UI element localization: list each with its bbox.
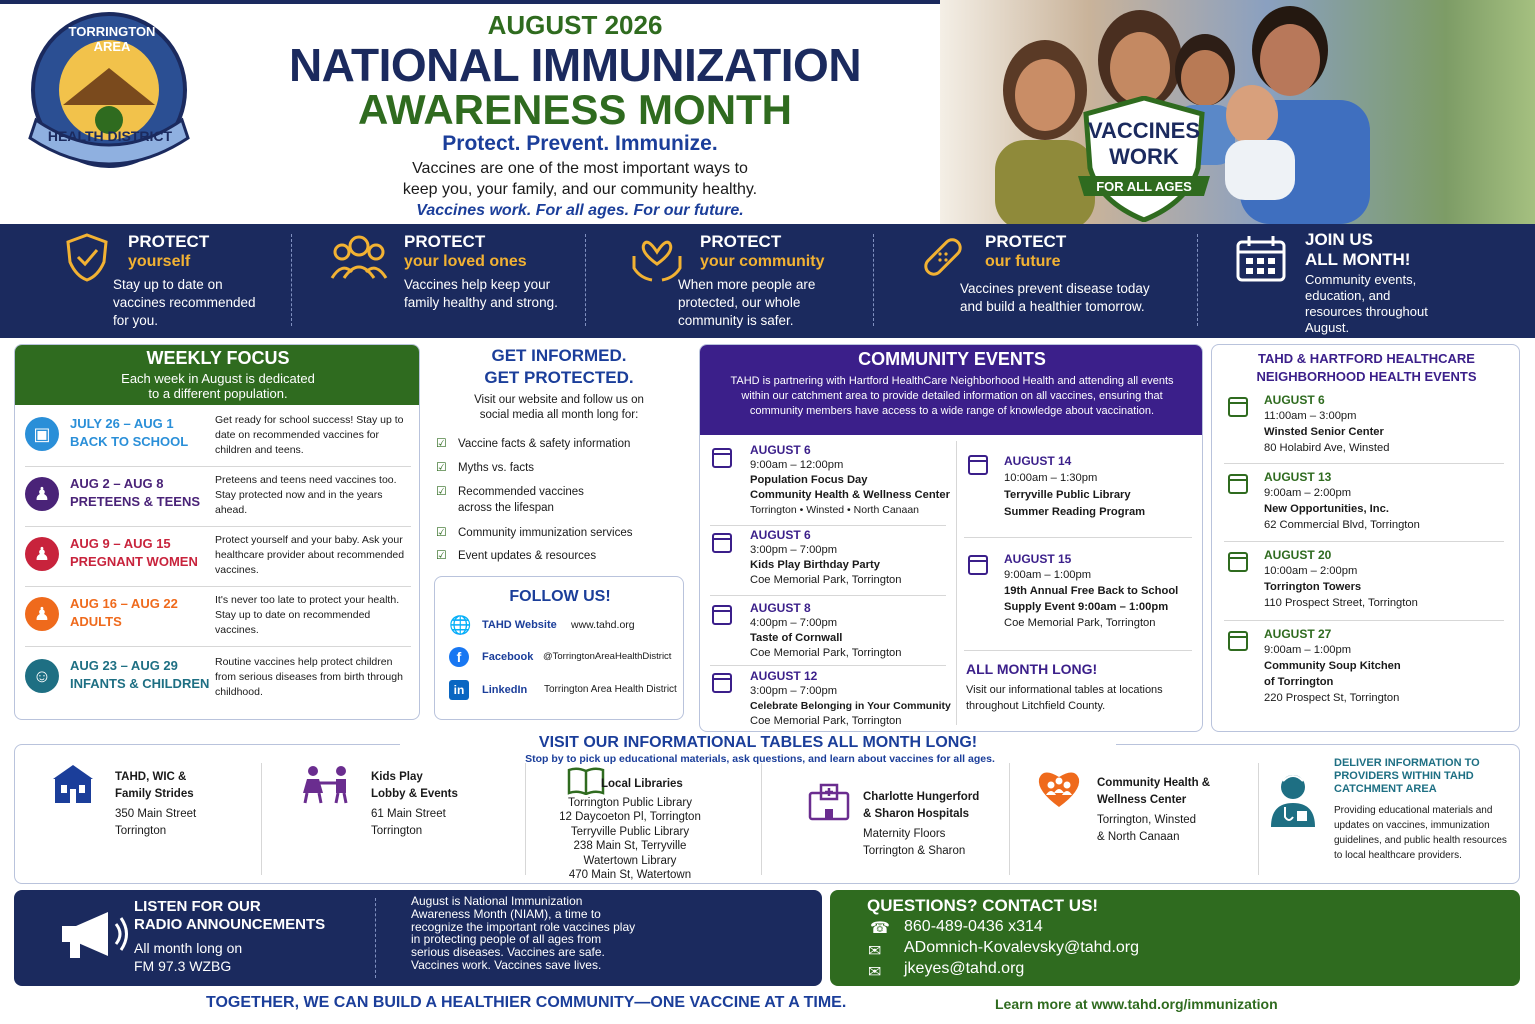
intro-emphasis: Vaccines work. For all ages. For our future. bbox=[416, 202, 744, 219]
page-title-line2: AWARENESS MONTH bbox=[357, 86, 793, 133]
event-time: 11:00am – 3:00pm bbox=[1264, 410, 1357, 422]
event-date: AUGUST 8 bbox=[750, 601, 811, 615]
protect-community bbox=[700, 232, 870, 271]
contact-title: QUESTIONS? CONTACT US! bbox=[867, 896, 1099, 915]
event-address: 110 Prospect Street, Torrington bbox=[1264, 597, 1418, 609]
contact-panel bbox=[830, 890, 1520, 986]
table-location bbox=[115, 769, 196, 840]
week-group: INFANTS & CHILDREN bbox=[70, 676, 210, 691]
informed-item: across the lifespan bbox=[458, 502, 554, 514]
all-month-title: ALL MONTH LONG! bbox=[966, 661, 1098, 677]
follow-title: FOLLOW US! bbox=[509, 588, 611, 605]
week-text: Routine vaccines help protect children from serious diseases from birth through childhood. bbox=[215, 656, 403, 698]
location-library: Watertown Library bbox=[583, 854, 677, 867]
hartford-event bbox=[1264, 469, 1509, 533]
hartford-title1: TAHD & HARTFORD HEALTHCARE bbox=[1258, 351, 1475, 366]
protect-title: PROTECT bbox=[985, 232, 1067, 251]
location-city: & North Canaan bbox=[1097, 831, 1180, 843]
deliver-title3: CATCHMENT AREA bbox=[1334, 783, 1437, 795]
event-name: 19th Annual Free Back to School bbox=[1004, 585, 1179, 597]
protect-subtitle: yourself bbox=[128, 253, 191, 270]
event-place: Coe Memorial Park, Torrington bbox=[750, 715, 902, 727]
calendar-icon bbox=[968, 455, 988, 475]
deliver-title2: PROVIDERS WITHIN TAHD bbox=[1334, 770, 1474, 782]
event-time: 3:00pm – 7:00pm bbox=[750, 685, 838, 697]
radio-sub1: All month long on bbox=[134, 940, 243, 956]
badge-line2: WORK bbox=[1109, 144, 1179, 169]
calendar-icon bbox=[1228, 631, 1248, 651]
event-place: Torrington • Winsted • North Canaan bbox=[750, 504, 920, 516]
social-facebook-link[interactable]: Facebook bbox=[482, 651, 534, 663]
event-date: AUGUST 12 bbox=[750, 669, 818, 683]
event-place: Coe Memorial Park, Torrington bbox=[750, 647, 902, 659]
week-row bbox=[25, 587, 411, 647]
linkedin-icon: in bbox=[449, 680, 469, 700]
calendar-icon bbox=[712, 673, 732, 693]
deliver-text: Providing educational materials and updates on vaccines, immunization guidelines, and public health resources to local healthcare providers. bbox=[1334, 805, 1507, 861]
join-us bbox=[1305, 230, 1505, 270]
location-address: 350 Main Street bbox=[115, 808, 197, 820]
radio-text: August is National Immunization Awareness Month (NIAM), a time to recognize the important role vaccines play in protecting people of all ages from serious diseases. Vaccines are safe. Vaccines work. Vaccines save lives. bbox=[411, 894, 636, 972]
location-name: Local Libraries bbox=[601, 778, 683, 790]
baby-icon: ☺ bbox=[25, 659, 59, 693]
weekly-focus-sub2: to a different population. bbox=[148, 386, 288, 401]
adult-icon: ♟ bbox=[25, 597, 59, 631]
page-title-line1: NATIONAL IMMUNIZATION bbox=[288, 39, 862, 91]
informed-item: Recommended vaccines bbox=[458, 486, 584, 498]
location-name: Charlotte Hungerford bbox=[863, 791, 980, 803]
calendar-icon bbox=[1228, 552, 1248, 572]
provider-icon bbox=[1267, 771, 1319, 834]
event-time: 4:00pm – 7:00pm bbox=[750, 617, 838, 629]
table-location bbox=[863, 789, 979, 860]
protect-text: Stay up to date on vaccines recommended for you. bbox=[113, 277, 256, 328]
event-date: AUGUST 20 bbox=[1264, 548, 1332, 562]
info-tables-panel bbox=[14, 744, 1520, 884]
calendar-icon bbox=[968, 555, 988, 575]
informed-title2: GET PROTECTED. bbox=[484, 368, 634, 387]
event-name: Taste of Cornwall bbox=[750, 632, 843, 644]
location-address: 238 Main St, Terryville bbox=[573, 840, 687, 852]
event-item bbox=[1004, 551, 1199, 631]
week-text: Get ready for school success! Stay up to date on recommended vaccines for children and teens. bbox=[215, 414, 404, 456]
checkbox-icon: ☑ bbox=[436, 548, 447, 562]
protect-subtitle: our future bbox=[985, 253, 1061, 270]
all-month-text1: Visit our informational tables at locations bbox=[966, 684, 1163, 696]
header-date: AUGUST 2026 bbox=[487, 10, 663, 40]
event-item bbox=[750, 528, 955, 588]
event-name: Torrington Towers bbox=[1264, 581, 1362, 593]
informed-item: Event updates & resources bbox=[458, 550, 597, 562]
social-website-handle[interactable]: www.tahd.org bbox=[571, 619, 635, 631]
week-row bbox=[25, 467, 411, 527]
footer-learn-link[interactable]: Learn more at www.tahd.org/immunization bbox=[995, 996, 1278, 1012]
protect-title: PROTECT bbox=[128, 232, 210, 251]
location-name: Community Health & bbox=[1097, 777, 1211, 789]
social-linkedin-handle[interactable]: Torrington Area Health District bbox=[544, 684, 677, 695]
protect-text: Vaccines prevent disease today and build a healthier tomorrow. bbox=[960, 281, 1150, 314]
join-title: JOIN US bbox=[1305, 230, 1374, 249]
protect-text: Vaccines help keep your family healthy and strong. bbox=[404, 277, 558, 310]
calendar-icon bbox=[1235, 234, 1287, 289]
hartford-event bbox=[1264, 626, 1509, 706]
protect-future bbox=[985, 232, 1155, 271]
location-address: 470 Main St, Watertown bbox=[568, 869, 692, 881]
event-date: AUGUST 14 bbox=[1004, 454, 1072, 468]
location-city: Torrington bbox=[371, 825, 423, 837]
weekly-focus-header bbox=[15, 345, 420, 405]
tables-title: VISIT OUR INFORMATIONAL TABLES ALL MONTH LONG! bbox=[400, 734, 1116, 752]
location-address: 12 Daycoeton Pl, Torrington bbox=[559, 811, 701, 823]
radio-sub2: FM 97.3 WZBG bbox=[134, 958, 232, 974]
location-name-2: Wellness Center bbox=[1097, 794, 1187, 806]
tables-sub: Stop by to pick up educational materials, ask questions, and learn about vaccines for all ages. bbox=[525, 753, 995, 765]
event-time: 9:00am – 12:00pm bbox=[750, 459, 844, 471]
protect-subtitle: your loved ones bbox=[404, 253, 527, 270]
building-icon bbox=[49, 763, 97, 810]
informed-item: Community immunization services bbox=[458, 527, 633, 539]
kids-icon bbox=[299, 765, 355, 810]
event-date: AUGUST 6 bbox=[750, 528, 811, 542]
event-place: Coe Memorial Park, Torrington bbox=[1004, 617, 1156, 629]
hartford-title2: NEIGHBORHOOD HEALTH EVENTS bbox=[1256, 369, 1477, 384]
calendar-icon bbox=[712, 448, 732, 468]
week-row bbox=[25, 649, 411, 709]
community-events-desc: TAHD is partnering with Hartford HealthCare Neighborhood Health and attending all events within our catchment area to provide detailed information on all vaccines, ensuring that community members have access to a wide range of knowledge about vaccination. bbox=[730, 375, 1174, 417]
event-name: Celebrate Belonging in Your Community bbox=[750, 700, 951, 712]
event-time: 9:00am – 1:00pm bbox=[1264, 644, 1352, 656]
get-informed-panel bbox=[428, 344, 690, 724]
phone-icon: ☎ bbox=[870, 920, 890, 937]
hartford-event bbox=[1264, 392, 1509, 456]
social-linkedin-link[interactable]: LinkedIn bbox=[482, 684, 528, 696]
event-name-2: Supply Event 9:00am – 1:00pm bbox=[1004, 601, 1169, 613]
location-name-2: Lobby & Events bbox=[371, 788, 458, 800]
radio-panel bbox=[14, 890, 822, 986]
event-time: 9:00am – 2:00pm bbox=[1264, 487, 1352, 499]
location-city: Torrington bbox=[115, 825, 167, 837]
social-facebook-handle[interactable]: @TorringtonAreaHealthDistrict bbox=[543, 651, 672, 662]
weekly-focus-title: WEEKLY FOCUS bbox=[146, 348, 290, 368]
weekly-focus-panel bbox=[14, 344, 420, 720]
event-name: Terryville Public Library bbox=[1004, 489, 1131, 501]
backpack-icon: ▣ bbox=[25, 417, 59, 451]
email-icon: ✉ bbox=[868, 943, 882, 960]
calendar-icon bbox=[712, 533, 732, 553]
intro-line2: keep you, your family, and our community healthy. bbox=[402, 181, 758, 198]
event-name: Community Soup Kitchen bbox=[1264, 660, 1401, 672]
calendar-icon bbox=[1228, 397, 1248, 417]
informed-title1: GET INFORMED. bbox=[491, 346, 627, 365]
location-address: Torrington, Winsted bbox=[1097, 814, 1197, 826]
logo bbox=[18, 10, 200, 170]
calendar-icon bbox=[1228, 474, 1248, 494]
informed-item: Vaccine facts & safety information bbox=[458, 438, 631, 450]
protect-title: PROTECT bbox=[404, 232, 486, 251]
checkbox-icon: ☑ bbox=[436, 436, 447, 450]
pregnant-woman-icon: ♟ bbox=[25, 537, 59, 571]
footer-slogan: TOGETHER, WE CAN BUILD A HEALTHIER COMMUNITY—ONE VACCINE AT A TIME. bbox=[206, 994, 847, 1011]
week-date: JULY 26 – AUG 1 bbox=[70, 416, 174, 431]
event-address: 62 Commercial Blvd, Torrington bbox=[1264, 519, 1420, 531]
checkbox-icon: ☑ bbox=[436, 525, 447, 539]
location-address: 61 Main Street bbox=[371, 808, 446, 820]
week-group: PREGNANT WOMEN bbox=[70, 554, 198, 569]
contact-phone[interactable]: 860-489-0436 x314 bbox=[904, 918, 1043, 935]
week-group: ADULTS bbox=[70, 614, 122, 629]
intro-line1: Vaccines are one of the most important ways to bbox=[412, 160, 748, 177]
event-name: Population Focus Day bbox=[750, 474, 868, 486]
location-address: Maternity Floors bbox=[863, 828, 946, 840]
calendar-icon bbox=[712, 605, 732, 625]
social-website-link[interactable]: TAHD Website bbox=[482, 619, 557, 631]
event-time: 9:00am – 1:00pm bbox=[1004, 569, 1092, 581]
megaphone-icon bbox=[58, 908, 134, 967]
logo-text-bottom: HEALTH DISTRICT bbox=[47, 128, 173, 144]
week-group: BACK TO SCHOOL bbox=[70, 434, 189, 449]
week-text: Preteens and teens need vaccines too. Stay protected now and in the years ahead. bbox=[215, 474, 397, 516]
week-row bbox=[25, 407, 411, 467]
event-item bbox=[750, 669, 955, 729]
event-name-2: Summer Reading Program bbox=[1004, 506, 1146, 518]
event-time: 3:00pm – 7:00pm bbox=[750, 544, 838, 556]
badge-line1: VACCINES bbox=[1087, 118, 1201, 143]
event-name: New Opportunities, Inc. bbox=[1264, 503, 1389, 515]
event-item bbox=[750, 601, 955, 661]
logo-text-top: TORRINGTON AREA bbox=[68, 24, 156, 54]
event-address: 80 Holabird Ave, Winsted bbox=[1264, 442, 1390, 454]
protect-loved-ones bbox=[404, 232, 574, 271]
informed-sub1: Visit our website and follow us on bbox=[474, 394, 644, 406]
event-time: 10:00am – 1:30pm bbox=[1004, 472, 1098, 484]
join-subtitle: ALL MONTH! bbox=[1305, 250, 1411, 269]
join-text: Community events, education, and resources throughout August. bbox=[1305, 272, 1428, 335]
event-date: AUGUST 6 bbox=[1264, 393, 1325, 407]
weekly-focus-sub1: Each week in August is dedicated bbox=[121, 371, 315, 386]
location-library: Torrington Public Library bbox=[567, 796, 692, 809]
checkbox-icon: ☑ bbox=[436, 484, 447, 498]
event-date: AUGUST 6 bbox=[750, 443, 811, 457]
week-date: AUG 9 – AUG 15 bbox=[70, 536, 171, 551]
radio-title1: LISTEN FOR OUR bbox=[134, 898, 261, 915]
table-location bbox=[555, 777, 705, 883]
protect-bar bbox=[0, 224, 1535, 338]
event-name-2: of Torrington bbox=[1264, 676, 1334, 688]
week-text: Protect yourself and your baby. Ask your healthcare provider about recommended vaccines. bbox=[215, 534, 405, 576]
protect-title: PROTECT bbox=[700, 232, 782, 251]
follow-us-box bbox=[434, 576, 684, 720]
family-photo bbox=[940, 0, 1535, 224]
checkbox-icon: ☑ bbox=[436, 460, 447, 474]
heart-people-icon bbox=[1035, 767, 1083, 814]
hospital-icon bbox=[807, 783, 851, 826]
all-month-text2: throughout Litchfield County. bbox=[966, 700, 1106, 712]
location-name: TAHD, WIC & bbox=[115, 771, 187, 783]
facebook-icon: f bbox=[449, 647, 469, 667]
event-address: 220 Prospect St, Torrington bbox=[1264, 692, 1400, 704]
hands-heart-icon bbox=[630, 230, 684, 287]
location-name: Kids Play bbox=[371, 771, 423, 783]
week-date: AUG 16 – AUG 22 bbox=[70, 596, 178, 611]
community-events-title: COMMUNITY EVENTS bbox=[858, 349, 1046, 369]
radio-title2: RADIO ANNOUNCEMENTS bbox=[134, 916, 326, 933]
location-name-2: Family Strides bbox=[115, 788, 194, 800]
week-date: AUG 23 – AUG 29 bbox=[70, 658, 178, 673]
informed-item: Myths vs. facts bbox=[458, 462, 535, 474]
location-city: Torrington & Sharon bbox=[863, 845, 966, 857]
tagline: Protect. Prevent. Immunize. bbox=[442, 132, 718, 155]
vaccines-work-badge bbox=[1078, 96, 1210, 222]
teens-icon: ♟ bbox=[25, 477, 59, 511]
contact-email-2[interactable]: jkeyes@tahd.org bbox=[904, 960, 1025, 977]
week-text: It's never too late to protect your health. Stay up to date on recommended vaccines. bbox=[215, 594, 400, 636]
week-group: PRETEENS & TEENS bbox=[70, 494, 201, 509]
event-name: Winsted Senior Center bbox=[1264, 426, 1384, 438]
location-library: Terryville Public Library bbox=[570, 825, 690, 838]
location-name-2: & Sharon Hospitals bbox=[863, 808, 970, 820]
email-icon: ✉ bbox=[868, 964, 882, 981]
badge-ribbon: FOR ALL AGES bbox=[1096, 179, 1192, 194]
week-date: AUG 2 – AUG 8 bbox=[70, 476, 164, 491]
contact-email-1[interactable]: ADomnich-Kovalevsky@tahd.org bbox=[904, 939, 1140, 956]
event-date: AUGUST 13 bbox=[1264, 470, 1332, 484]
event-name: Kids Play Birthday Party bbox=[750, 559, 880, 571]
deliver-title1: DELIVER INFORMATION TO bbox=[1334, 757, 1480, 769]
protect-text: When more people are protected, our whole community is safer. bbox=[678, 277, 816, 328]
hartford-event bbox=[1264, 547, 1509, 611]
table-location bbox=[1097, 775, 1210, 846]
event-date: AUGUST 15 bbox=[1004, 552, 1072, 566]
event-date: AUGUST 27 bbox=[1264, 627, 1332, 641]
community-events-panel bbox=[699, 344, 1203, 732]
event-item bbox=[750, 443, 955, 518]
globe-icon: 🌐 bbox=[449, 615, 472, 635]
hartford-events-panel bbox=[1211, 344, 1520, 732]
week-row bbox=[25, 527, 411, 587]
event-place: Coe Memorial Park, Torrington bbox=[750, 574, 902, 586]
event-item bbox=[1004, 453, 1199, 521]
protect-subtitle: your community bbox=[700, 253, 825, 270]
event-name-2: Community Health & Wellness Center bbox=[750, 489, 950, 501]
bandage-icon bbox=[918, 232, 968, 287]
event-time: 10:00am – 2:00pm bbox=[1264, 565, 1358, 577]
people-icon bbox=[330, 232, 388, 285]
shield-check-icon bbox=[64, 232, 110, 287]
protect-yourself bbox=[128, 232, 278, 271]
community-events-header bbox=[700, 345, 1203, 435]
table-location bbox=[371, 769, 458, 840]
informed-sub2: social media all month long for: bbox=[479, 409, 639, 421]
